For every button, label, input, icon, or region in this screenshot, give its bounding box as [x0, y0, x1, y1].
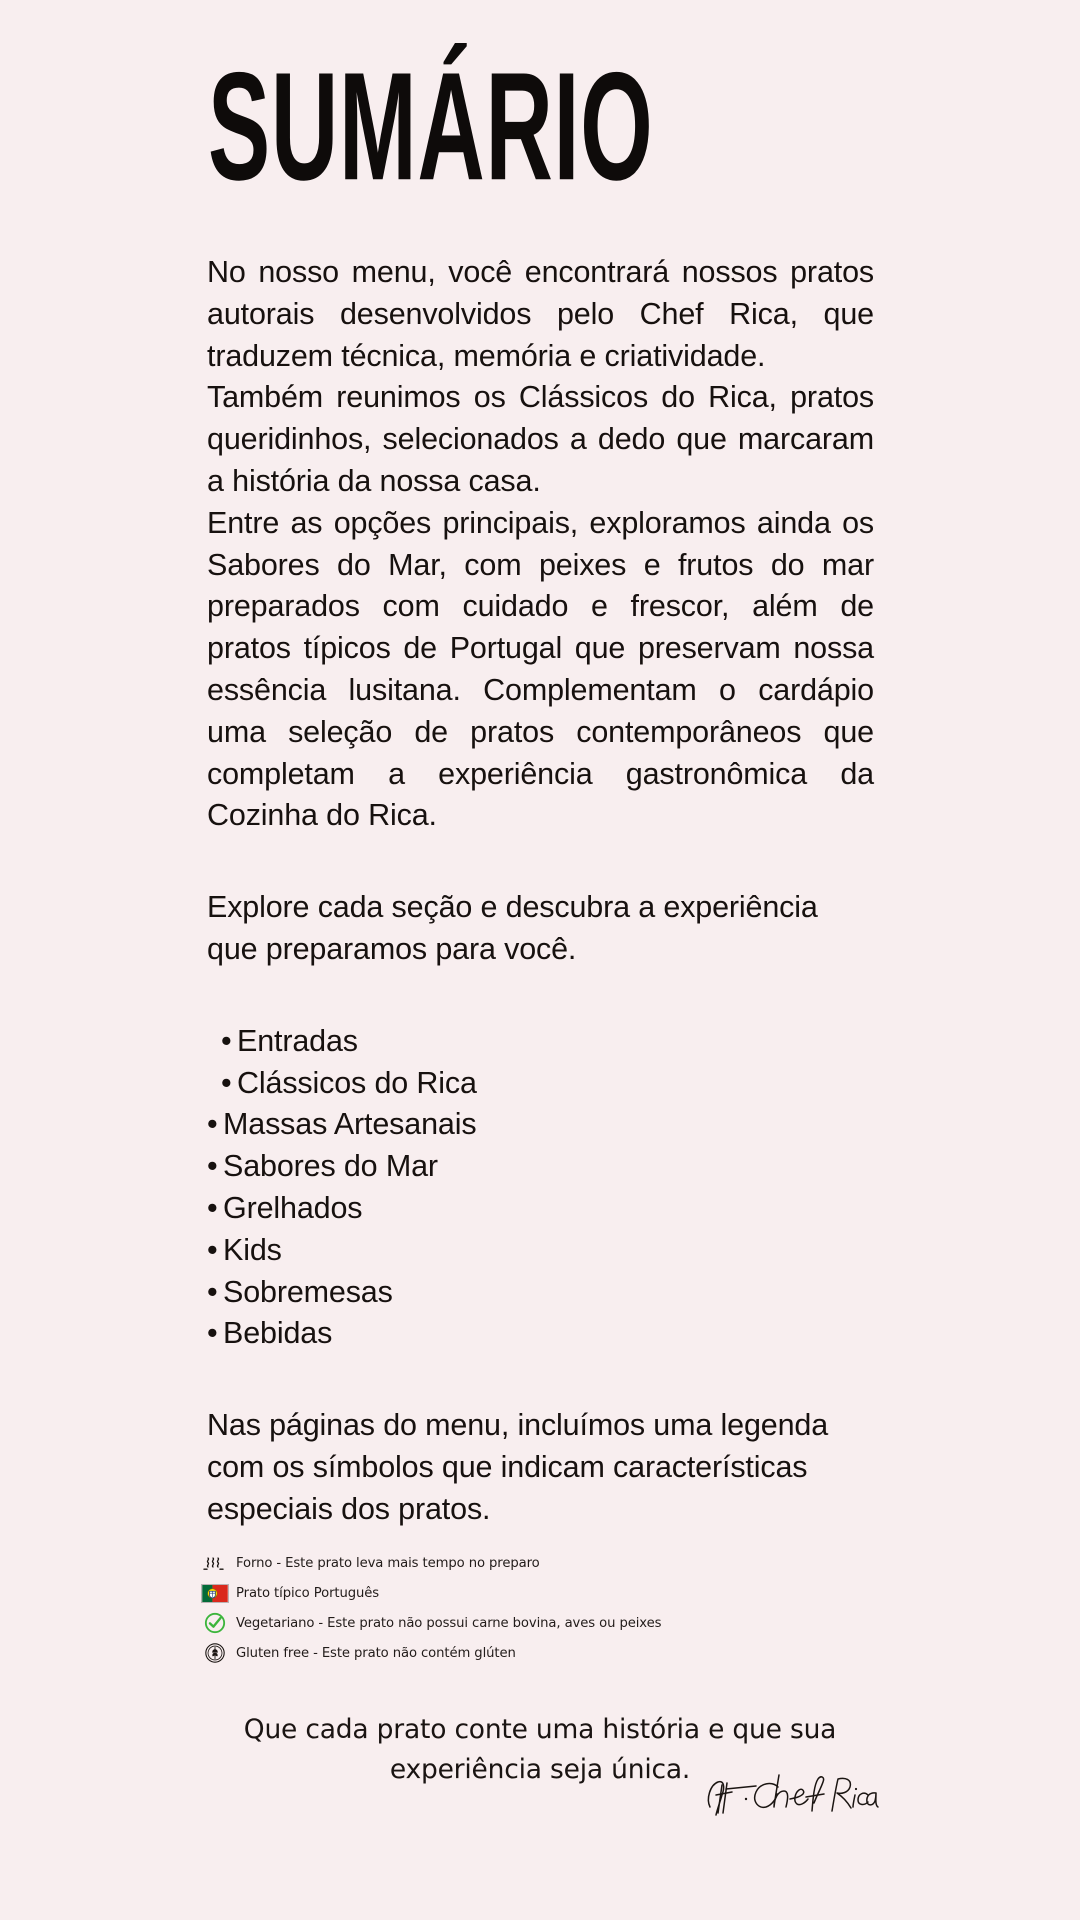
legend-item-label: Forno - Este prato leva mais tempo no preparo [236, 1555, 540, 1571]
bullet-icon: • [207, 1107, 218, 1142]
footer-line-1: Que cada prato conte uma história e que sua [243, 1714, 837, 1745]
legend-item-label: Vegetariano - Este prato não possui carne bovina, aves ou peixes [236, 1615, 662, 1631]
legend-intro-line-1: Nas páginas do menu, incluímos uma legenda [207, 1408, 829, 1443]
footer-line-2: experiência seja única. [389, 1754, 691, 1785]
section-list-item[interactable] [221, 1063, 874, 1105]
legend-intro-line-2: com os símbolos que indicam características [207, 1449, 808, 1484]
section-list-item[interactable] [207, 1104, 874, 1146]
legend-item-label: Gluten free - Este prato não contém glúten [236, 1645, 516, 1661]
explore-line-1: Explore cada seção e descubra a experiência [207, 890, 818, 925]
legend-block [200, 1550, 900, 1670]
legend-item-vegetariano [200, 1610, 900, 1636]
page-title-container [208, 40, 908, 213]
legend-item-portugues [200, 1580, 900, 1606]
section-list-item-label: Kids [223, 1232, 282, 1267]
bullet-icon: • [207, 1274, 218, 1309]
bullet-icon: • [207, 1190, 218, 1225]
vegetarian-check-icon [200, 1612, 230, 1634]
chef-signature [700, 1755, 880, 1825]
section-list-item-label: Sabores do Mar [223, 1149, 438, 1184]
legend-item-forno [200, 1550, 900, 1576]
section-list-item[interactable] [207, 1313, 874, 1355]
content-column [207, 252, 874, 1531]
gluten-free-icon [200, 1642, 230, 1664]
section-list-item[interactable] [207, 1230, 874, 1272]
intro-paragraph-2: Também reunimos os Clássicos do Rica, pratos queridinhos, selecionados a dedo que marcaram a história da nossa casa. [207, 380, 874, 498]
spacer [207, 1355, 874, 1405]
section-list [207, 1021, 874, 1355]
section-list-item[interactable] [221, 1021, 874, 1063]
page-title: SUMÁRIO [208, 40, 654, 213]
section-list-item-label: Clássicos do Rica [237, 1065, 477, 1100]
portugal-flag-icon [200, 1582, 230, 1604]
section-list-item-label: Bebidas [223, 1316, 333, 1351]
bullet-icon: • [207, 1232, 218, 1267]
section-list-item-label: Sobremesas [223, 1274, 393, 1309]
intro-paragraph-1: No nosso menu, você encontrará nossos pratos autorais desenvolvidos pelo Chef Rica, que traduzem técnica, memória e criatividade. [207, 255, 874, 373]
explore-line-2: que preparamos para você. [207, 931, 577, 966]
spacer [207, 971, 874, 1021]
bullet-icon: • [221, 1065, 232, 1100]
section-list-item[interactable] [207, 1188, 874, 1230]
section-list-item-label: Massas Artesanais [223, 1107, 477, 1142]
bullet-icon: • [207, 1316, 218, 1351]
section-list-item[interactable] [207, 1272, 874, 1314]
legend-intro-line-3: especiais dos pratos. [207, 1491, 491, 1526]
section-list-item-label: Grelhados [223, 1190, 363, 1225]
oven-steam-icon [200, 1552, 230, 1574]
bullet-icon: • [207, 1149, 218, 1184]
section-list-item-label: Entradas [237, 1023, 358, 1058]
legend-item-label: Prato típico Português [236, 1585, 380, 1601]
section-list-item[interactable] [207, 1146, 874, 1188]
intro-paragraph-3: Entre as opções principais, exploramos ainda os Sabores do Mar, com peixes e frutos do mar preparados com cuidado e frescor, além de pratos típicos de Portugal que preservam nossa essência lusitana. Complementam o cardápio uma seleção de pratos contemporâneos que completam a experiência gastronômica da Cozinha do Rica. [207, 505, 874, 833]
spacer [207, 837, 874, 887]
legend-item-gluten-free [200, 1640, 900, 1666]
footer-block [0, 1710, 1080, 1790]
bullet-icon: • [221, 1023, 232, 1058]
